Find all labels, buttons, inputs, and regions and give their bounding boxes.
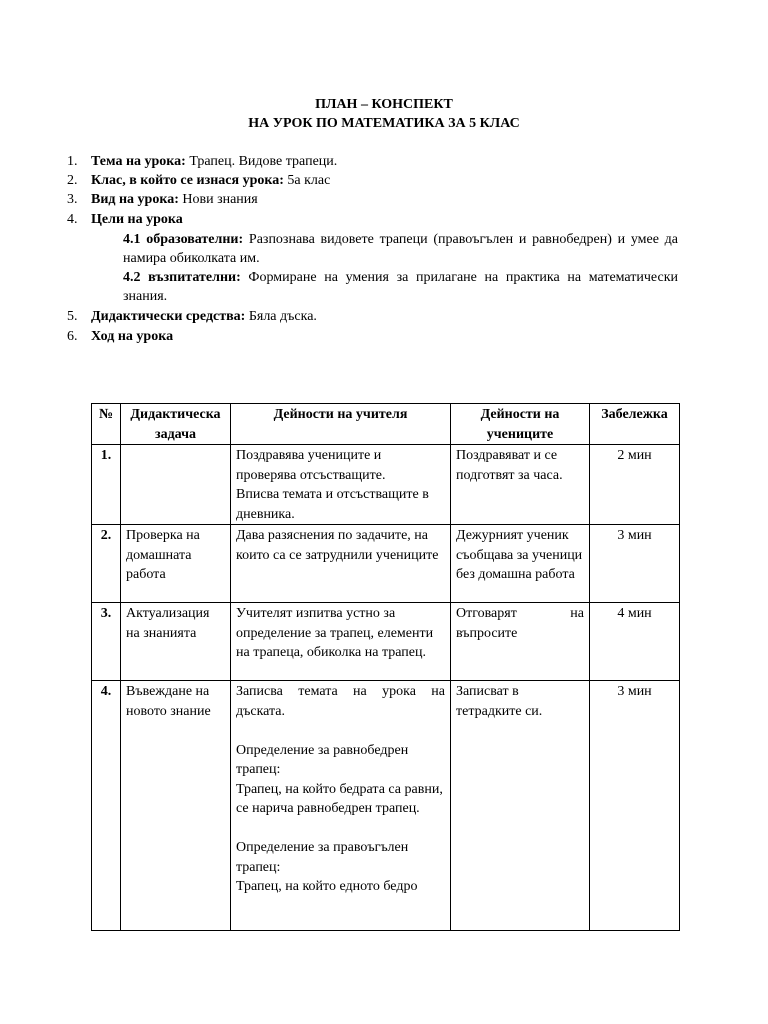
table-row <box>92 681 680 931</box>
goal-text: Разпознава видовете трапеци (правоъгълен и равнобедрен) и умее да намира обиколката им. <box>123 232 679 266</box>
row-number: 2. <box>92 525 121 603</box>
teacher-paragraph: Определение за правоъгълен трапец: <box>236 840 409 875</box>
row-teacher-activity <box>231 445 451 525</box>
page-title: ПЛАН – КОНСПЕКТ <box>315 97 453 112</box>
row-note: 2 мин <box>590 445 680 525</box>
item-label: Ход на урока <box>91 329 174 344</box>
item-value: 5а клас <box>283 173 331 188</box>
table-header-row <box>92 404 680 445</box>
row-students-activity: Поздравяват и се подготвят за часа. <box>451 445 590 525</box>
teacher-paragraph: Определение за равнобедрен трапец: <box>236 742 409 777</box>
column-header-task: Дидактическа задача <box>121 404 231 445</box>
column-header-number: № <box>92 404 121 445</box>
goal-label: 4.2 възпитателни: <box>123 270 241 285</box>
item-label: Вид на урока: <box>91 192 179 207</box>
lesson-table <box>91 403 680 931</box>
row-number: 4. <box>92 681 121 931</box>
item-label: Цели на урока <box>91 212 183 227</box>
row-students-activity: Дежурният ученик съобщава за ученици без домашна работа <box>451 525 590 603</box>
page-subtitle: НА УРОК ПО МАТЕМАТИКА ЗА 5 КЛАС <box>248 116 520 131</box>
row-task: Въвеждане на новото знание <box>121 681 231 931</box>
item-value: Нови знания <box>178 192 258 207</box>
item-number: 1. <box>67 154 78 169</box>
row-task <box>121 445 231 525</box>
item-label: Клас, в който се изнася урока: <box>91 173 284 188</box>
row-number: 3. <box>92 603 121 681</box>
goal-label: 4.1 образователни: <box>123 232 244 247</box>
teacher-paragraph: Записва темата на урока на дъската. <box>236 684 445 719</box>
row-task: Актуализация на знанията <box>121 603 231 681</box>
row-teacher-activity <box>231 681 451 931</box>
row-note: 3 мин <box>590 525 680 603</box>
item-label: Дидактически средства: <box>91 309 246 324</box>
item-number: 4. <box>67 212 78 227</box>
row-task: Проверка на домашната работа <box>121 525 231 603</box>
teacher-paragraph: Трапец, на който бедрата са равни, се нарича равнобедрен трапец. <box>236 781 443 816</box>
row-teacher-activity <box>231 603 451 681</box>
teacher-paragraph: Дава разяснения по задачите, на които са се затруднили учениците <box>236 528 439 563</box>
table-row <box>92 603 680 681</box>
goal-text: Формиране на умения за прилагане на практика на математически знания. <box>123 270 679 304</box>
item-number: 3. <box>67 192 78 207</box>
row-note: 3 мин <box>590 681 680 931</box>
item-number: 5. <box>67 309 78 324</box>
item-label: Тема на урока: <box>91 154 186 169</box>
goal-educational <box>123 230 678 268</box>
teacher-paragraph: Вписва темата и отсъстващите в дневника. <box>236 487 429 522</box>
item-number: 2. <box>67 173 78 188</box>
teacher-paragraph: Трапец, на който едното бедро <box>236 879 418 894</box>
table-row <box>92 445 680 525</box>
row-students-activity: Отговарят на въпросите <box>451 603 590 681</box>
item-value: Бяла дъска. <box>245 309 317 324</box>
column-header-note: Забележка <box>590 404 680 445</box>
column-header-teacher: Дейности на учителя <box>231 404 451 445</box>
goal-upbringing <box>123 268 678 306</box>
row-students-activity: Записват в тетрадките си. <box>451 681 590 931</box>
teacher-paragraph: Учителят изпитва устно за определение за трапец, елементи на трапеца, обиколка на трапец. <box>236 606 434 660</box>
column-header-students: Дейности на учениците <box>451 404 590 445</box>
item-value: Трапец. Видове трапеци. <box>185 154 338 169</box>
row-number: 1. <box>92 445 121 525</box>
item-number: 6. <box>67 329 78 344</box>
table-row <box>92 525 680 603</box>
row-teacher-activity <box>231 525 451 603</box>
row-note: 4 мин <box>590 603 680 681</box>
teacher-paragraph: Поздравява учениците и проверява отсъстващите. <box>236 448 386 483</box>
